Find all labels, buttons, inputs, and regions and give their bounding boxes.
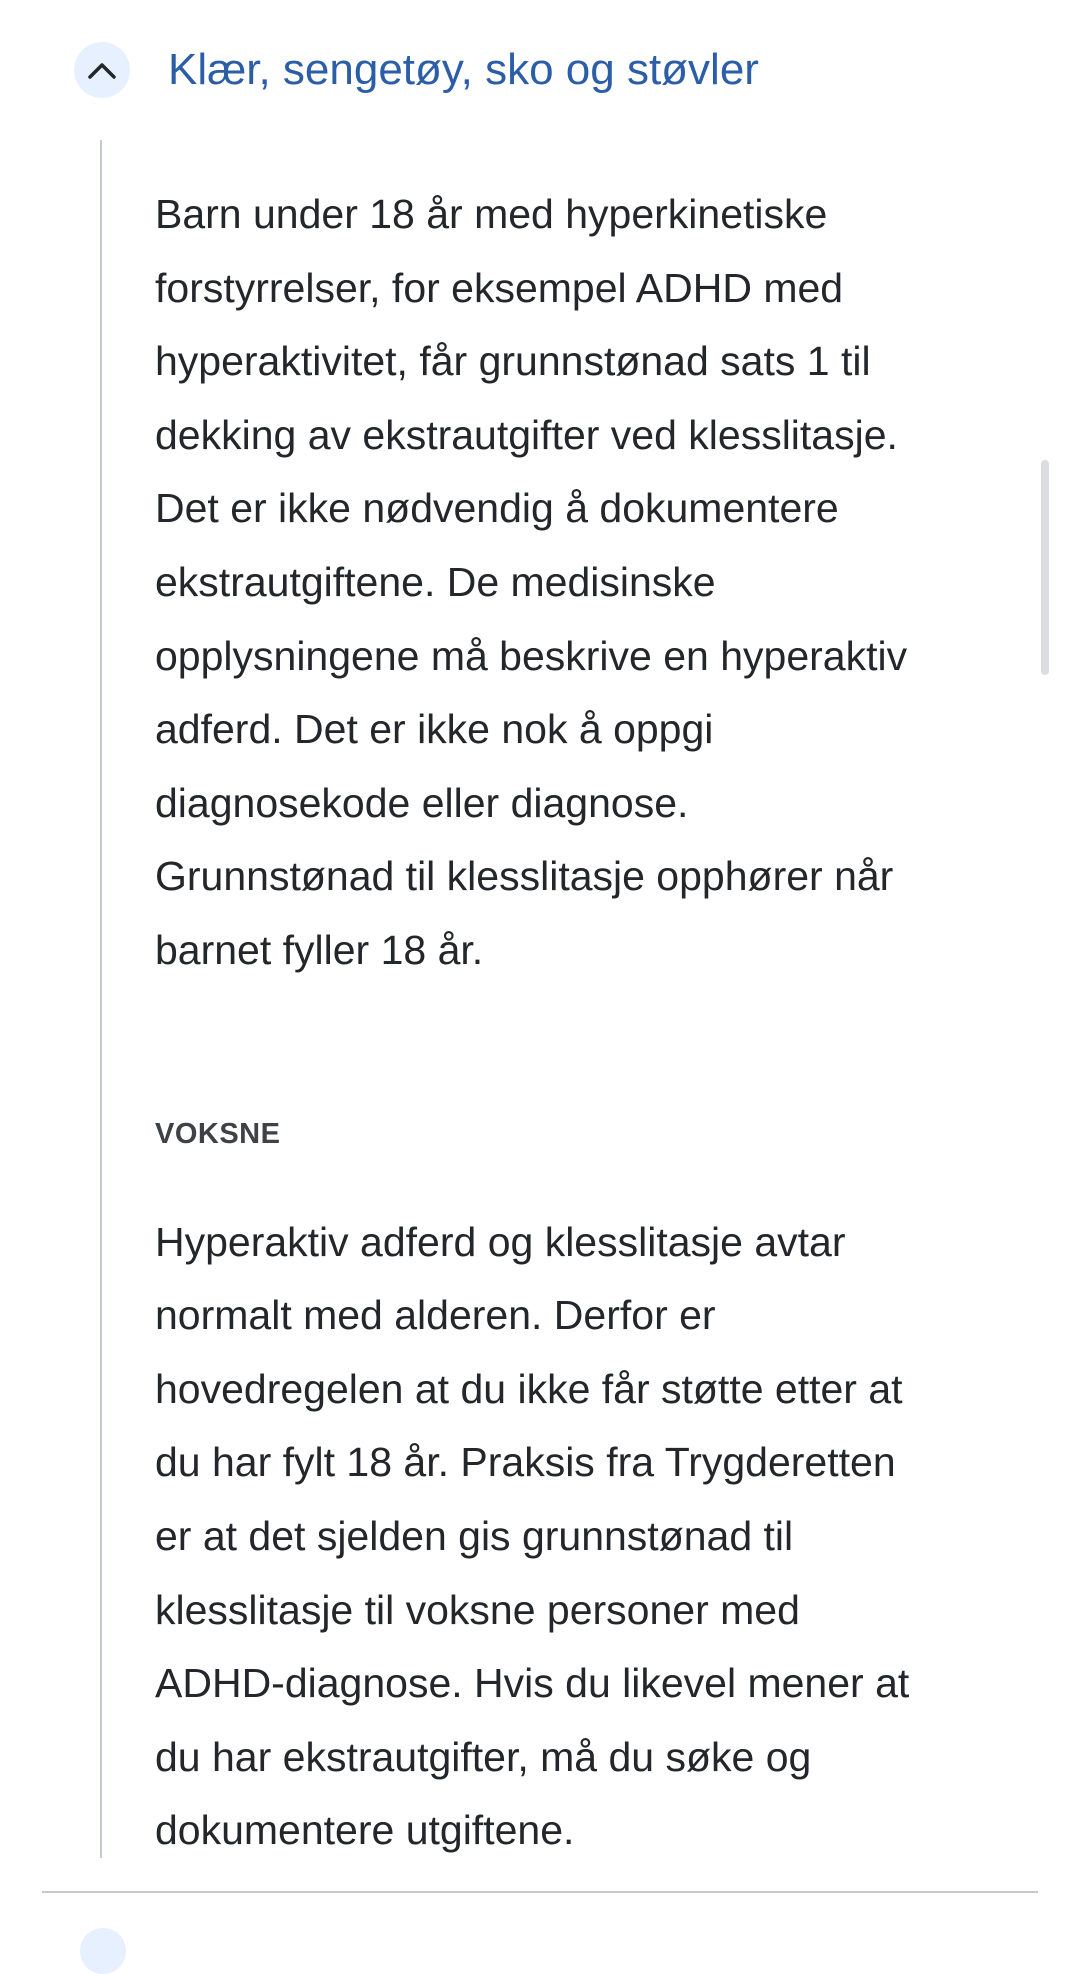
adults-paragraph: Hyperaktiv adferd og klesslitasje avtar normalt med alderen. Derfor er hovedregelen at du ikke får støtte etter at du har fylt 18 år. Praksis fra Trygderetten er at det sjelden gis grunnstønad til klesslitasje til voksne personer med ADHD-diagnose. Hvis du likevel mener at du har ekstrautgifter, må du søke og dokumentere utgiftene. [155, 1218, 910, 1854]
accordion-toggle-button[interactable] [74, 42, 130, 98]
adults-heading: VOKSNE [155, 1117, 281, 1150]
content-rail [100, 140, 102, 1858]
chevron-up-icon [87, 60, 117, 80]
accordion-title[interactable]: Klær, sengetøy, sko og støvler [168, 45, 759, 94]
next-accordion-toggle-button[interactable] [80, 1928, 126, 1974]
children-paragraph: Barn under 18 år med hyperkinetiske forstyrrelser, for eksempel ADHD med hyperaktivitet, får grunnstønad sats 1 til dekking av ekstrautgifter ved klesslitasje. Det er ikke nødvendig å dokumentere ekstrautgiftene. De medisinske opplysningene må beskrive en hyperaktiv adferd. Det er ikke nok å oppgi diagnosekode eller diagnose. Grunnstønad til klesslitasje opphører når barnet fyller 18 år. [155, 191, 908, 973]
scrollbar-thumb[interactable] [1041, 460, 1049, 675]
accordion-header[interactable] [74, 38, 759, 102]
accordion-divider [42, 1891, 1038, 1893]
accordion-content [155, 178, 925, 1868]
